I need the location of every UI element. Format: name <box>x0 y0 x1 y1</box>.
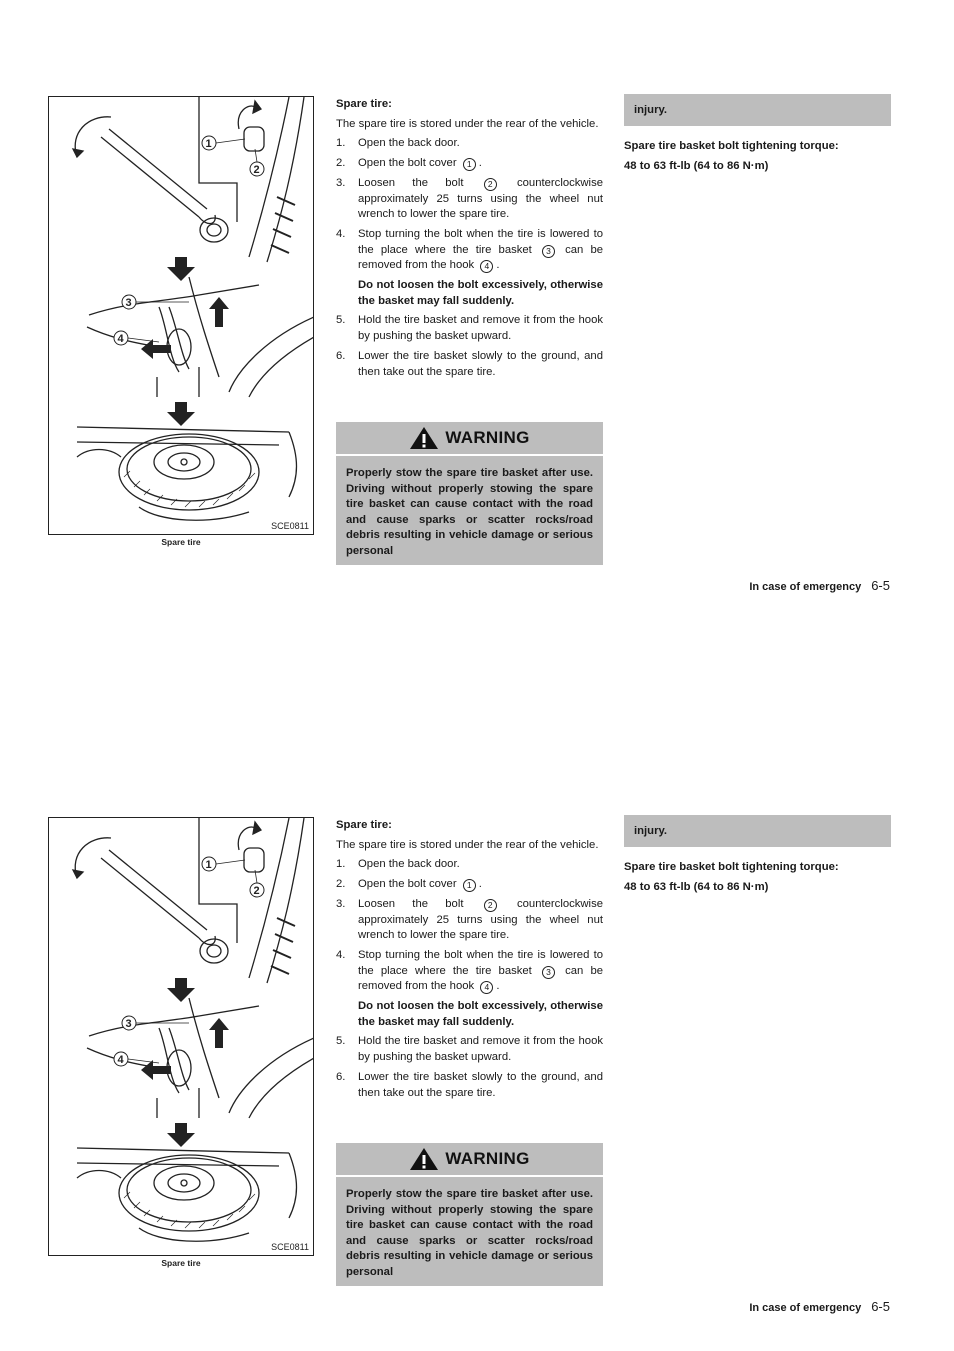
callout-ref: 4 <box>480 260 493 273</box>
warning-continuation: injury. <box>624 94 891 126</box>
warning-box <box>336 1143 603 1286</box>
callout-4: 4 <box>117 1054 124 1066</box>
page-copy-bottom <box>0 721 954 1351</box>
torque-value: 48 to 63 ft-lb (64 to 86 N·m) <box>624 881 769 893</box>
arrow-down-icon <box>167 257 195 281</box>
callout-3: 3 <box>125 297 132 309</box>
callout-ref: 3 <box>542 966 555 979</box>
step-item: 2. Open the bolt cover 1 . <box>336 878 482 891</box>
right-column <box>624 94 891 176</box>
callout-ref: 2 <box>484 178 497 191</box>
callout-2: 2 <box>253 164 260 176</box>
section-heading: Spare tire: <box>336 98 392 110</box>
step-item: 2. Open the bolt cover 1 . <box>336 157 482 170</box>
page-footer <box>749 1299 890 1314</box>
step-item: 3. Loosen the bolt 2 counterclockwise approximately 25 turns using the wheel nut wrench to lower the spare tire. <box>336 897 604 942</box>
step-item: 4. Stop turning the bolt when the tire is lowered to the place where the tire basket 3 can be removed from the hook 4 . Do not loosen the bolt excessively, otherwise the basket may fall suddenly. <box>336 227 603 310</box>
warning-box <box>336 422 603 565</box>
footer-section: In case of emergency <box>749 1302 862 1314</box>
step-item: 4. Stop turning the bolt when the tire is lowered to the place where the tire basket 3 can be removed from the hook 4 . Do not loosen the bolt excessively, otherwise the basket may fall suddenly. <box>336 948 603 1031</box>
warning-continuation: injury. <box>624 815 891 847</box>
section-heading: Spare tire: <box>336 819 392 831</box>
warning-text: Properly stow the spare tire basket after use. Driving without properly stowing the spare tire basket can cause contact with the road and cause sparks or scatter rocks/road debris resulting in vehicle damage or serious personal <box>346 1188 593 1278</box>
warning-triangle-icon <box>409 1147 439 1171</box>
caution-note: Do not loosen the bolt excessively, otherwise the basket may fall suddenly. <box>358 1000 603 1028</box>
step-item: 5. Hold the tire basket and remove it from the hook by pushing the basket upward. <box>336 1035 603 1064</box>
warning-triangle-icon <box>409 426 439 450</box>
instructions-column <box>336 818 603 1105</box>
torque-label: Spare tire basket bolt tightening torque: <box>624 140 839 152</box>
caution-note: Do not loosen the bolt excessively, otherwise the basket may fall suddenly. <box>358 279 603 307</box>
figure-code: SCE0811 <box>271 521 309 531</box>
step-item: 6. Lower the tire basket slowly to the ground, and then take out the spare tire. <box>336 349 603 378</box>
step-item: 3. Loosen the bolt 2 counterclockwise approximately 25 turns using the wheel nut wrench to lower the spare tire. <box>336 176 604 221</box>
right-column <box>624 815 891 897</box>
callout-ref: 1 <box>463 158 476 171</box>
step-item: 1. Open the back door. <box>336 137 460 150</box>
steps-list <box>336 136 603 380</box>
warning-title: WARNING <box>445 1149 530 1168</box>
instructions-column <box>336 97 603 384</box>
figure-caption: Spare tire <box>161 1258 201 1268</box>
callout-ref: 1 <box>463 879 476 892</box>
steps-list <box>336 857 603 1101</box>
arrow-down-icon <box>167 402 195 426</box>
callout-2: 2 <box>253 885 260 897</box>
torque-spec <box>624 136 891 176</box>
torque-spec <box>624 857 891 897</box>
page-footer <box>749 578 890 593</box>
warning-title: WARNING <box>445 428 530 447</box>
step-item: 6. Lower the tire basket slowly to the ground, and then take out the spare tire. <box>336 1070 603 1099</box>
spare-tire-drawing <box>49 97 314 535</box>
arrow-down-icon <box>167 978 195 1002</box>
footer-section: In case of emergency <box>749 581 862 593</box>
callout-ref: 4 <box>480 981 493 994</box>
intro-paragraph: The spare tire is stored under the rear of the vehicle. <box>336 117 599 130</box>
page-number: 6-5 <box>871 1299 890 1314</box>
arrow-up-icon <box>209 297 229 327</box>
page-number: 6-5 <box>871 578 890 593</box>
torque-value: 48 to 63 ft-lb (64 to 86 N·m) <box>624 160 769 172</box>
figure-caption: Spare tire <box>161 537 201 547</box>
warning-header <box>336 422 603 456</box>
spare-tire-illustration <box>48 96 314 535</box>
torque-label: Spare tire basket bolt tightening torque: <box>624 861 839 873</box>
spare-tire-drawing <box>49 818 314 1256</box>
callout-1: 1 <box>205 859 212 871</box>
callout-ref: 3 <box>542 245 555 258</box>
callout-1: 1 <box>205 138 212 150</box>
page-copy-top <box>0 0 954 640</box>
warning-text: Properly stow the spare tire basket after use. Driving without properly stowing the spare tire basket can cause contact with the road and cause sparks or scatter rocks/road debris resulting in vehicle damage or serious personal <box>346 467 593 557</box>
callout-ref: 2 <box>484 899 497 912</box>
arrow-up-icon <box>209 1018 229 1048</box>
spare-tire-illustration <box>48 817 314 1256</box>
warning-header <box>336 1143 603 1177</box>
arrow-down-icon <box>167 1123 195 1147</box>
callout-3: 3 <box>125 1018 132 1030</box>
figure-code: SCE0811 <box>271 1242 309 1252</box>
step-item: 5. Hold the tire basket and remove it from the hook by pushing the basket upward. <box>336 314 603 343</box>
intro-paragraph: The spare tire is stored under the rear of the vehicle. <box>336 838 599 851</box>
callout-4: 4 <box>117 333 124 345</box>
step-item: 1. Open the back door. <box>336 858 460 871</box>
